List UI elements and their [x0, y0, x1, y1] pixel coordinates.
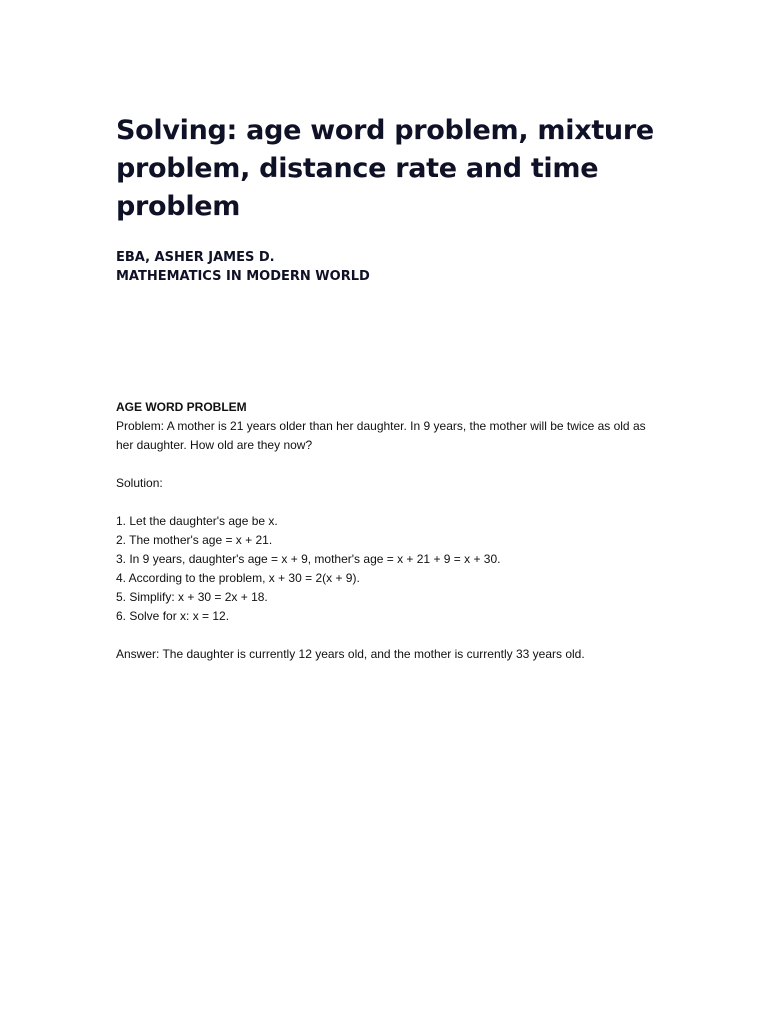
author-name: EBA, ASHER JAMES D. — [116, 250, 275, 265]
problem-statement: Problem: A mother is 21 years older than her daughter. In 9 years, the mother will be twice as old as her daughter. How old are they now? — [116, 419, 646, 452]
solution-step: 3. In 9 years, daughter's age = x + 9, mother's age = x + 21 + 9 = x + 30. — [116, 552, 501, 566]
solution-step: 2. The mother's age = x + 21. — [116, 533, 273, 547]
solution-step: 4. According to the problem, x + 30 = 2(x + 9). — [116, 571, 360, 585]
solution-step: 1. Let the daughter's age be x. — [116, 514, 278, 528]
solution-steps — [116, 512, 656, 626]
document-header — [116, 112, 656, 286]
section-heading: AGE WORD PROBLEM — [116, 400, 247, 414]
answer-text: Answer: The daughter is currently 12 years old, and the mother is currently 33 years old. — [116, 647, 585, 661]
solution-label: Solution: — [116, 476, 163, 490]
spacer — [116, 626, 656, 645]
solution-step: 5. Simplify: x + 30 = 2x + 18. — [116, 590, 268, 604]
age-word-problem-section — [116, 398, 656, 664]
document-title: Solving: age word problem, mixture problem, distance rate and time problem — [116, 115, 654, 222]
solution-step: 6. Solve for x: x = 12. — [116, 609, 230, 623]
document-meta — [116, 248, 656, 286]
spacer — [116, 455, 656, 474]
course-name: MATHEMATICS IN MODERN WORLD — [116, 269, 370, 284]
spacer — [116, 493, 656, 512]
